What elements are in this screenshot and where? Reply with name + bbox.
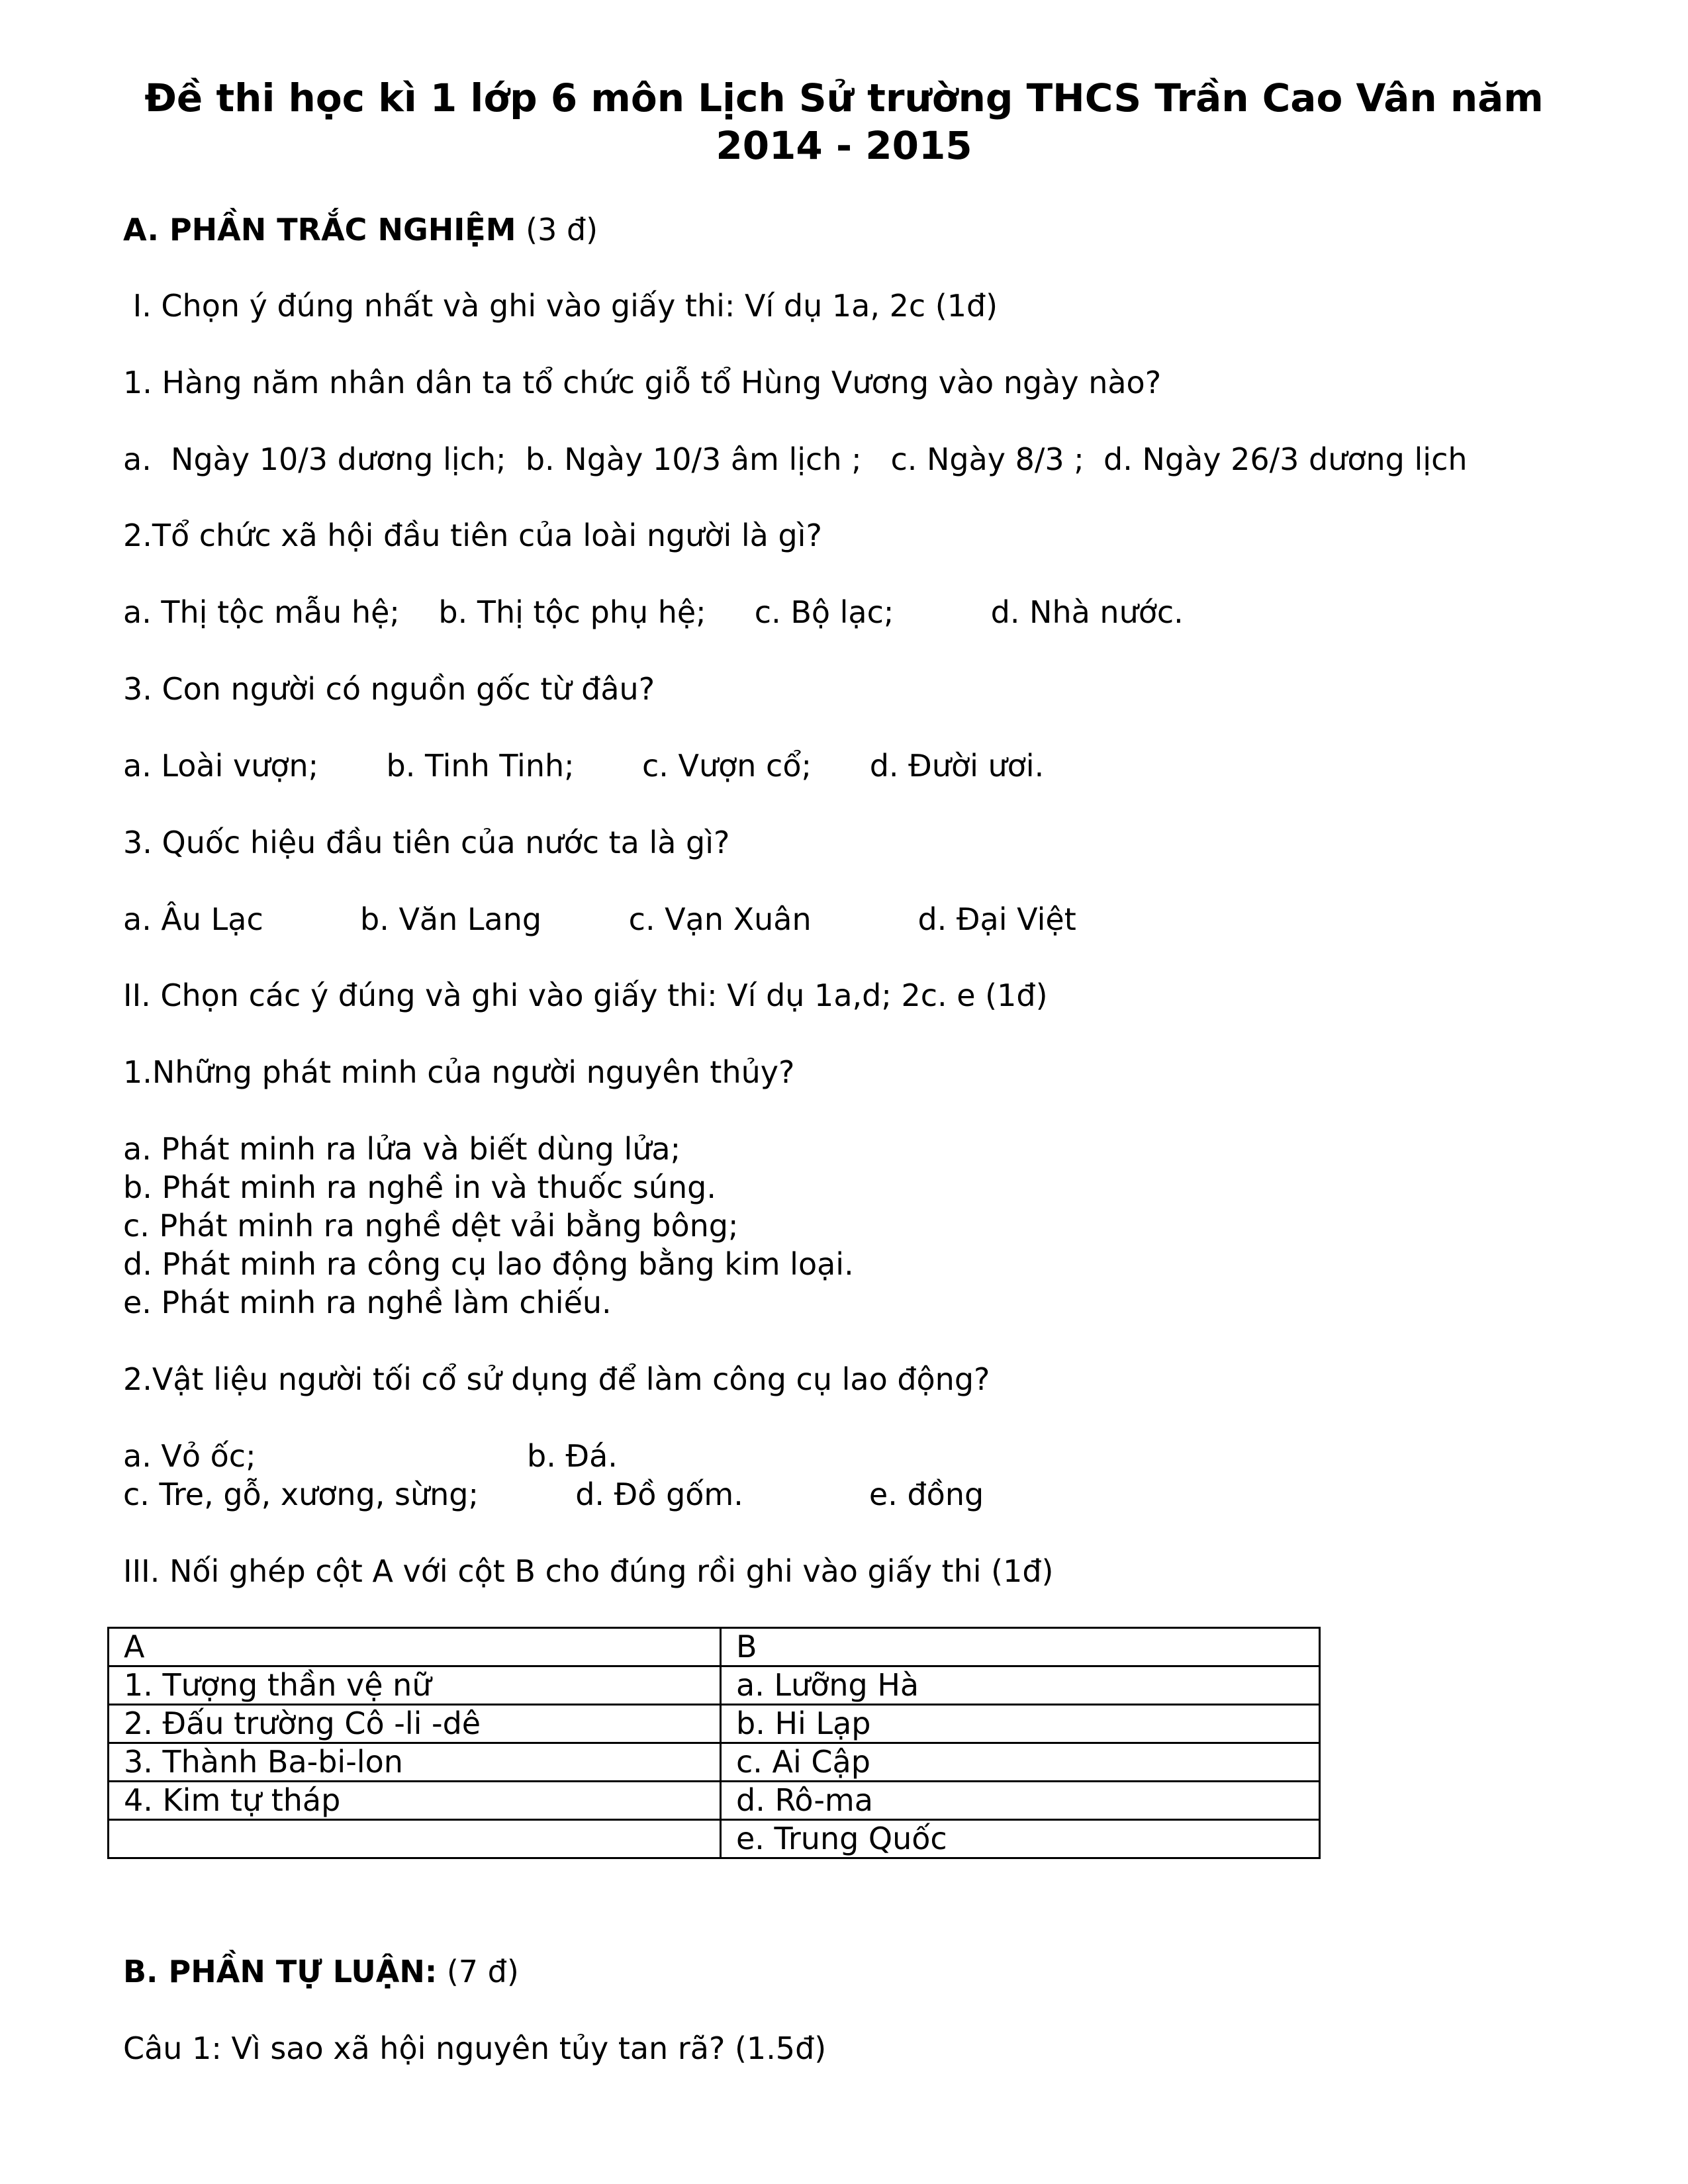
question-3-options: a. Loài vượn; b. Tinh Tinh; c. Vượn cổ; d. Đười ươi.	[123, 748, 1045, 784]
part-a-heading	[123, 210, 598, 249]
matching-table	[107, 1627, 1321, 1859]
table-cell-a: 1. Tượng thần vệ nữ	[109, 1666, 721, 1705]
part-a-heading-text: A. PHẦN TRẮC NGHIỆM	[123, 212, 516, 248]
section-2-instruction: II. Chọn các ý đúng và ghi vào giấy thi: Ví dụ 1a,d; 2c. e (1đ)	[123, 978, 1048, 1013]
table-cell-a: 4. Kim tự tháp	[109, 1782, 721, 1820]
table-cell-a	[109, 1820, 721, 1858]
section-1-instruction: I. Chọn ý đúng nhất và ghi vào giấy thi: Ví dụ 1a, 2c (1đ)	[123, 288, 998, 324]
table-cell-a: 3. Thành Ba-bi-lon	[109, 1743, 721, 1782]
table-row	[109, 1782, 1320, 1820]
question-2: 2.Tổ chức xã hội đầu tiên của loài người là gì?	[123, 518, 822, 553]
question-4-options: a. Âu Lạc b. Văn Lang c. Vạn Xuân d. Đại Việt	[123, 901, 1076, 937]
table-header-b: B	[721, 1628, 1320, 1666]
table-header-a: A	[109, 1628, 721, 1666]
question-2-options: a. Thị tộc mẫu hệ; b. Thị tộc phụ hệ; c. Bộ lạc; d. Nhà nước.	[123, 594, 1184, 630]
part-b-heading	[123, 1952, 519, 1991]
table-cell-a: 2. Đấu trường Cô -li -dê	[109, 1705, 721, 1743]
option-line: e. Phát minh ra nghề làm chiếu.	[123, 1285, 612, 1320]
table-cell-b: a. Lưỡng Hà	[721, 1666, 1320, 1705]
option-line: c. Tre, gỗ, xương, sừng; d. Đồ gốm. e. đồng	[123, 1477, 984, 1512]
title-line-1: Đề thi học kì 1 lớp 6 môn Lịch Sử trường THCS Trần Cao Vân năm	[144, 75, 1544, 120]
option-line: c. Phát minh ra nghề dệt vải bằng bông;	[123, 1208, 739, 1244]
question-1-options: a. Ngày 10/3 dương lịch; b. Ngày 10/3 âm lịch ; c. Ngày 8/3 ; d. Ngày 26/3 dương lịch	[123, 441, 1468, 477]
section-2-question-2: 2.Vật liệu người tối cổ sử dụng để làm công cụ lao động?	[123, 1361, 990, 1397]
table-row	[109, 1820, 1320, 1858]
document-title	[106, 74, 1582, 169]
table-cell-b: e. Trung Quốc	[721, 1820, 1320, 1858]
table-cell-b: b. Hi Lạp	[721, 1705, 1320, 1743]
option-line: b. Phát minh ra nghề in và thuốc súng.	[123, 1169, 716, 1205]
option-line: a. Vỏ ốc; b. Đá.	[123, 1438, 618, 1474]
section-3-instruction: III. Nối ghép cột A với cột B cho đúng rồi ghi vào giấy thi (1đ)	[123, 1553, 1054, 1589]
table-row	[109, 1743, 1320, 1782]
table-header-row	[109, 1628, 1320, 1666]
title-line-2: 2014 - 2015	[716, 123, 972, 168]
question-1: 1. Hàng năm nhân dân ta tổ chức giỗ tổ Hùng Vương vào ngày nào?	[123, 365, 1162, 400]
question-3: 3. Con người có nguồn gốc từ đâu?	[123, 671, 655, 707]
table-cell-b: d. Rô-ma	[721, 1782, 1320, 1820]
question-4: 3. Quốc hiệu đầu tiên của nước ta là gì?	[123, 825, 730, 860]
option-line: d. Phát minh ra công cụ lao động bằng kim loại.	[123, 1246, 854, 1282]
essay-question-1: Câu 1: Vì sao xã hội nguyên tủy tan rã? (1.5đ)	[123, 2030, 827, 2066]
option-line: a. Phát minh ra lửa và biết dùng lửa;	[123, 1131, 681, 1167]
section-2-question-1: 1.Những phát minh của người nguyên thủy?	[123, 1054, 795, 1090]
table-row	[109, 1666, 1320, 1705]
table-cell-b: c. Ai Cập	[721, 1743, 1320, 1782]
part-a-points: (3 đ)	[516, 212, 598, 248]
part-b-points: (7 đ)	[437, 1954, 519, 1989]
part-b-heading-text: B. PHẦN TỰ LUẬN:	[123, 1954, 438, 1989]
table-row	[109, 1705, 1320, 1743]
